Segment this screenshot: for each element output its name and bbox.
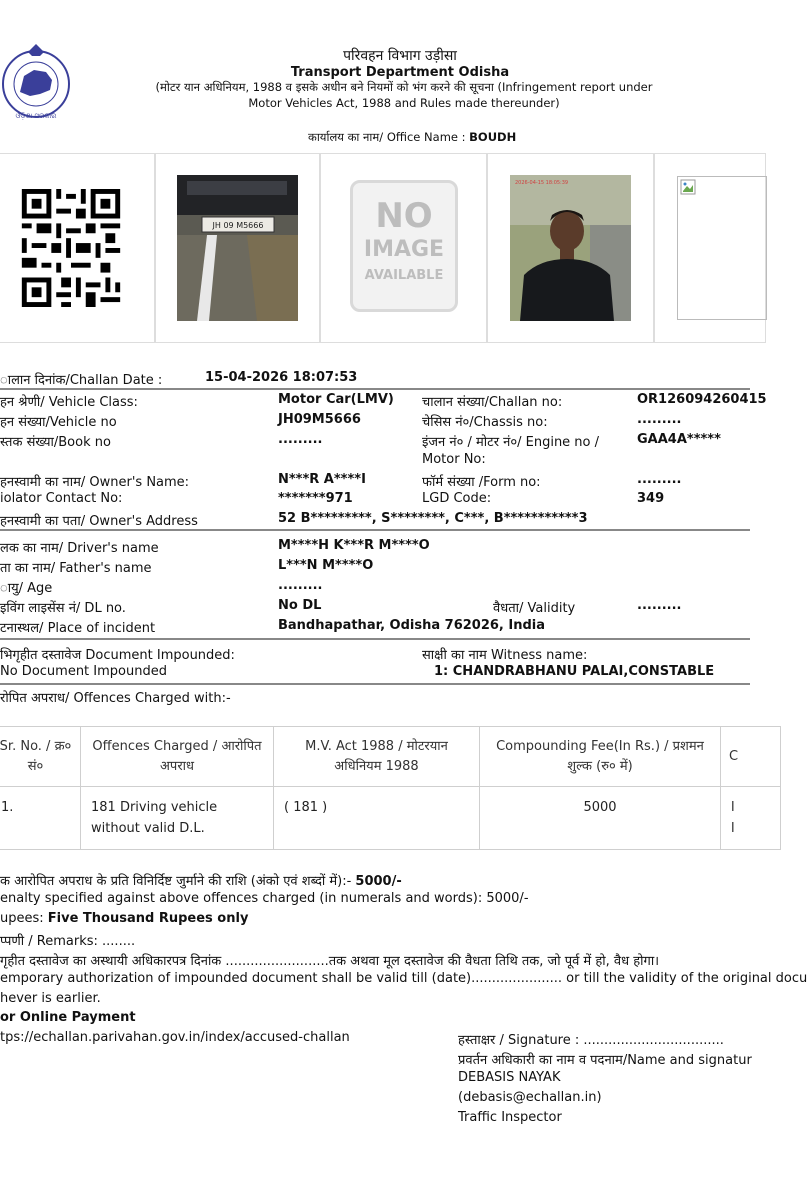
penalty-words-value: Five Thousand Rupees only <box>47 911 249 926</box>
challan-date-value: 15-04-2026 18:07:53 <box>205 370 358 385</box>
divider <box>0 638 750 640</box>
no-image-line-3: AVAILABLE <box>364 268 444 283</box>
office-label: कार्यालय का नाम/ Office Name : <box>308 130 466 144</box>
no-image-card <box>320 153 487 343</box>
cell-fee: 5000 <box>480 787 721 850</box>
title-hindi: परिवहन विभाग उड़ीसा <box>343 48 457 64</box>
header-extra: C <box>721 727 781 787</box>
broken-image-box <box>677 176 767 320</box>
officer-designation: Traffic Inspector <box>458 1110 562 1125</box>
vehicle-photo-card <box>155 153 320 343</box>
broken-image-card <box>654 153 766 343</box>
header-offence: Offences Charged / आरोपित अपराध <box>81 727 274 787</box>
driver-name-value: M****H K***R M****O <box>278 538 430 553</box>
penalty-hindi-value: 5000/- <box>355 874 402 889</box>
remarks: प्पणी / Remarks: ........ <box>0 934 136 949</box>
cell-sr-no: 1. <box>0 787 81 850</box>
temp-auth-hindi: गृहीत दस्तावेज का अस्थायी अधिकारपत्र दिनांक .........................तक अथवा मूल दस्तावेज की वैधता तिथि तक, जो पूर्व में हो, वैध होगा। <box>0 954 660 969</box>
age-value: ......... <box>278 578 323 593</box>
office-value: BOUDH <box>469 130 517 144</box>
engine-label-2: Motor No: <box>422 452 486 467</box>
officer-label: प्रवर्तन अधिकारी का नाम व पदनाम/Name and signatur <box>458 1053 752 1068</box>
qr-code-card <box>0 153 155 343</box>
photo-timestamp: 2026-04-15 18:05:39 <box>515 180 569 186</box>
witness-value-text: 1: CHANDRABHANU PALAI,CONSTABLE <box>434 664 715 679</box>
vehicle-class-value: Motor Car(LMV) <box>278 392 394 407</box>
cell-offence: 181 Driving vehicle without valid D.L. <box>81 787 274 850</box>
dl-label: इविंग लाइसेंस नं/ DL no. <box>0 601 126 616</box>
penalty-words <box>0 911 248 926</box>
form-no-label: फॉर्म संख्या /Form no: <box>422 475 541 490</box>
violator-contact-label: iolator Contact No: <box>0 491 123 506</box>
no-image-placeholder <box>350 180 458 312</box>
lgd-code-label: LGD Code: <box>422 491 492 506</box>
signature-label: हस्ताक्षर / Signature : .................................. <box>458 1033 724 1048</box>
online-payment-label: or Online Payment <box>0 1010 136 1025</box>
doc-impounded-value: No Document Impounded <box>0 664 167 679</box>
owner-name-value: N***R A****I <box>278 472 366 487</box>
vehicle-no-label: हन संख्या/Vehicle no <box>0 415 117 430</box>
vehicle-no-value: JH09M5666 <box>278 412 361 427</box>
no-image-line-1: NO <box>375 196 433 236</box>
age-label: ायु/ Age <box>0 581 53 596</box>
subtitle-line-2: Motor Vehicles Act, 1988 and Rules made thereunder) <box>248 96 560 110</box>
owner-name-label: हनस्वामी का नाम/ Owner's Name: <box>0 475 190 490</box>
cell-mv-act: ( 181 ) <box>274 787 480 850</box>
penalty-english: enalty specified against above offences charged (in numerals and words): 5000/- <box>0 891 529 906</box>
vehicle-class-label: हन श्रेणी/ Vehicle Class: <box>0 395 138 410</box>
whichever-earlier: hever is earlier. <box>0 991 101 1006</box>
book-no-value: ......... <box>278 432 323 447</box>
office-name <box>308 130 516 145</box>
witness-value <box>434 664 714 679</box>
witness-label: साक्षी का नाम Witness name: <box>422 648 588 663</box>
violator-contact-value: *******971 <box>278 491 353 506</box>
doc-impounded-label: भिगृहीत दस्तावेज Document Impounded: <box>0 648 235 663</box>
penalty-hindi <box>0 871 402 889</box>
challan-no-value: OR126094260415 <box>637 392 767 407</box>
owner-address-value: 52 B*********, S********, C***, B***********3 <box>278 511 588 526</box>
header-sr-no: Sr. No. / क्र० सं० <box>0 727 81 787</box>
offences-table <box>0 726 781 850</box>
subtitle-line-1: (मोटर यान अधिनियम, 1988 व इसके अधीन बने नियमों को भंग करने की सूचना (Infringement report under <box>155 80 653 94</box>
divider <box>0 529 750 531</box>
header-compounding-fee: Compounding Fee(In Rs.) / प्रशमन शुल्क (रु० में) <box>480 727 721 787</box>
father-name-label: ता का नाम/ Father's name <box>0 561 152 576</box>
divider <box>0 683 750 685</box>
validity-label: वैधता/ Validity <box>493 601 576 616</box>
plate-text: JH 09 M5666 <box>212 221 264 230</box>
book-no-label: स्तक संख्या/Book no <box>0 435 111 450</box>
violator-photo <box>510 175 631 321</box>
penalty-words-label: upees: <box>0 911 44 926</box>
father-name-value: L***N M****O <box>278 558 374 573</box>
officer-name: DEBASIS NAYAK <box>458 1070 561 1085</box>
validity-value: ......... <box>637 598 682 613</box>
place-value: Bandhapathar, Odisha 762026, India <box>278 618 546 633</box>
emblem-text-bottom: ଓଡ଼ିଶା ସରକାର <box>15 112 57 120</box>
driver-name-label: लक का नाम/ Driver's name <box>0 541 159 556</box>
temp-auth-english: emporary authorization of impounded document shall be valid till (date)...................... or till the validity of the original docu <box>0 971 808 986</box>
violator-photo-card <box>487 153 654 343</box>
header-mv-act: M.V. Act 1988 / मोटरयान अधिनियम 1988 <box>274 727 480 787</box>
table-header-row <box>0 727 781 787</box>
owner-address-label: हनस्वामी का पता/ Owner's Address <box>0 514 198 529</box>
cell-extra: l l <box>721 787 781 850</box>
dl-value: No DL <box>278 598 322 613</box>
place-label: टनास्थल/ Place of incident <box>0 621 156 636</box>
lgd-code-value: 349 <box>637 491 665 506</box>
qr-code-icon <box>21 189 121 307</box>
online-payment-link[interactable]: tps://echallan.parivahan.gov.in/index/accused-challan <box>0 1030 350 1045</box>
vehicle-number-plate-photo <box>177 175 298 321</box>
engine-value: GAA4A***** <box>637 432 721 447</box>
engine-label: इंजन नं० / मोटर नं०/ Engine no / <box>422 435 600 450</box>
officer-email: (debasis@echallan.in) <box>458 1090 602 1105</box>
form-no-value: ......... <box>637 472 682 487</box>
chassis-label: चेसिस नं०/Chassis no: <box>422 415 548 430</box>
divider <box>0 388 750 390</box>
broken-image-icon <box>680 179 696 195</box>
offences-label: रोपित अपराध/ Offences Charged with:- <box>0 691 231 706</box>
no-image-line-2: IMAGE <box>363 237 445 262</box>
title-english: Transport Department Odisha <box>290 65 510 80</box>
table-row <box>0 787 781 850</box>
chassis-value: ......... <box>637 412 682 427</box>
penalty-hindi-prefix: क आरोपित अपराध के प्रति विनिर्दिष्ट जुर्माने की राशि (अंको एवं शब्दों में):- <box>0 874 352 889</box>
challan-no-label: चालान संख्या/Challan no: <box>422 395 563 410</box>
challan-date-label: ालान दिनांक/Challan Date : <box>0 373 163 388</box>
